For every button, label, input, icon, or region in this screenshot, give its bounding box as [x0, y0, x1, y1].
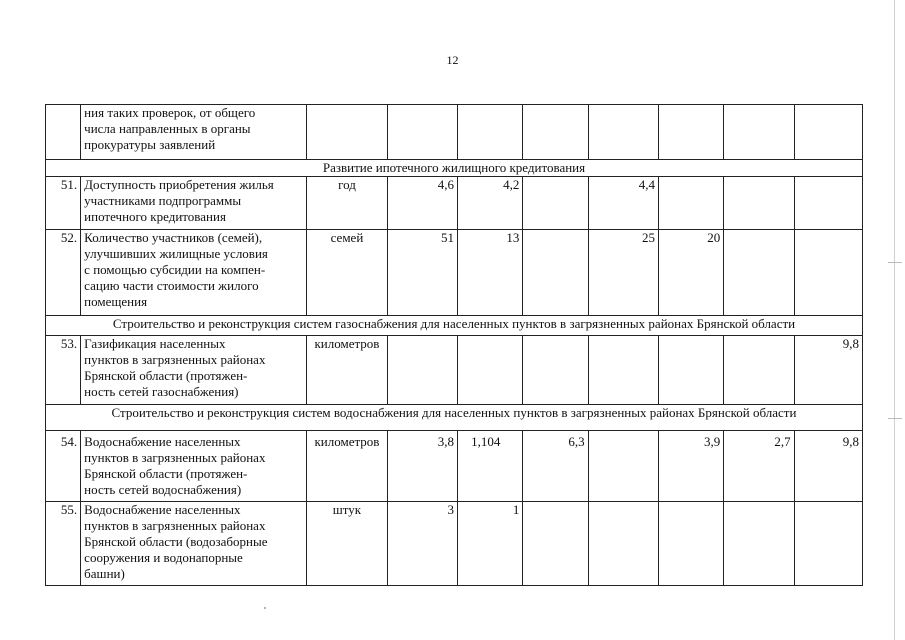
- section-title: Строительство и реконструкция систем газоснабжения для населенных пунктов в загрязненных районах Брянской области: [46, 316, 863, 336]
- value-cell: [458, 336, 523, 405]
- indicator-name: Доступность приобретения жилья участниками подпрограммы ипотечного кредитования: [81, 177, 307, 230]
- value-cell: [794, 177, 862, 230]
- value-cell: 51: [387, 230, 457, 316]
- value-cell: [724, 105, 794, 160]
- value-cell: 2,7: [724, 431, 794, 502]
- value-cell: 3,9: [658, 431, 723, 502]
- table-row: [46, 177, 863, 230]
- scan-speck: [264, 607, 266, 609]
- value-cell: [658, 177, 723, 230]
- unit-cell: километров: [307, 431, 387, 502]
- row-number: 55.: [46, 502, 81, 586]
- value-cell: [588, 431, 658, 502]
- scan-edge-mark: [888, 418, 902, 419]
- value-cell: [658, 336, 723, 405]
- value-cell: [794, 230, 862, 316]
- unit-cell: километров: [307, 336, 387, 405]
- value-cell: [523, 502, 588, 586]
- value-cell: 1: [458, 502, 523, 586]
- value-cell: 4,2: [458, 177, 523, 230]
- value-cell: [523, 177, 588, 230]
- section-header: [46, 160, 863, 177]
- value-cell: 3,8: [387, 431, 457, 502]
- table-row: [46, 336, 863, 405]
- value-cell: [794, 502, 862, 586]
- value-cell: 13: [458, 230, 523, 316]
- value-cell: [588, 502, 658, 586]
- value-cell: [588, 105, 658, 160]
- table-row: [46, 105, 863, 160]
- unit-cell: штук: [307, 502, 387, 586]
- table-row: [46, 230, 863, 316]
- indicator-name: Газификация населенных пунктов в загрязненных районах Брянской области (протяжен- ность сетей газоснабжения): [81, 336, 307, 405]
- value-cell: [588, 336, 658, 405]
- indicators-table: [45, 104, 863, 586]
- value-cell: 25: [588, 230, 658, 316]
- scan-edge: [888, 0, 902, 640]
- value-cell: [724, 336, 794, 405]
- row-number: 52.: [46, 230, 81, 316]
- value-cell: [458, 105, 523, 160]
- unit-cell: год: [307, 177, 387, 230]
- table-row: [46, 431, 863, 502]
- value-cell: [658, 502, 723, 586]
- value-cell: 1,104: [458, 431, 523, 502]
- row-number: 51.: [46, 177, 81, 230]
- scan-edge-line: [894, 0, 895, 640]
- value-cell: 3: [387, 502, 457, 586]
- value-cell: 20: [658, 230, 723, 316]
- value-cell: [387, 105, 457, 160]
- row-number: [46, 105, 81, 160]
- section-title: Строительство и реконструкция систем водоснабжения для населенных пунктов в загрязненных районах Брянской области: [46, 405, 863, 431]
- unit-cell: [307, 105, 387, 160]
- value-cell: [724, 230, 794, 316]
- indicator-name: Водоснабжение населенных пунктов в загрязненных районах Брянской области (протяжен- ность сетей водоснабжения): [81, 431, 307, 502]
- section-title: Развитие ипотечного жилищного кредитования: [46, 160, 863, 177]
- value-cell: [523, 105, 588, 160]
- section-header: [46, 405, 863, 431]
- value-cell: 6,3: [523, 431, 588, 502]
- row-number: 53.: [46, 336, 81, 405]
- unit-cell: семей: [307, 230, 387, 316]
- indicator-name: Количество участников (семей), улучшивших жилищные условия с помощью субсидии на компен- сацию части стоимости жилого помещения: [81, 230, 307, 316]
- value-cell: [724, 177, 794, 230]
- section-header: [46, 316, 863, 336]
- indicator-name: ния таких проверок, от общего числа направленных в органы прокуратуры заявлений: [81, 105, 307, 160]
- scan-edge-mark: [888, 262, 902, 263]
- indicator-name: Водоснабжение населенных пунктов в загрязненных районах Брянской области (водозаборные сооружения и водонапорные башни): [81, 502, 307, 586]
- value-cell: 9,8: [794, 431, 862, 502]
- value-cell: [658, 105, 723, 160]
- value-cell: [794, 105, 862, 160]
- value-cell: 4,6: [387, 177, 457, 230]
- page-number: 12: [446, 53, 459, 67]
- value-cell: [387, 336, 457, 405]
- value-cell: [523, 230, 588, 316]
- table-row: [46, 502, 863, 586]
- row-number: 54.: [46, 431, 81, 502]
- value-cell: [523, 336, 588, 405]
- value-cell: [724, 502, 794, 586]
- value-cell: 4,4: [588, 177, 658, 230]
- value-cell: 9,8: [794, 336, 862, 405]
